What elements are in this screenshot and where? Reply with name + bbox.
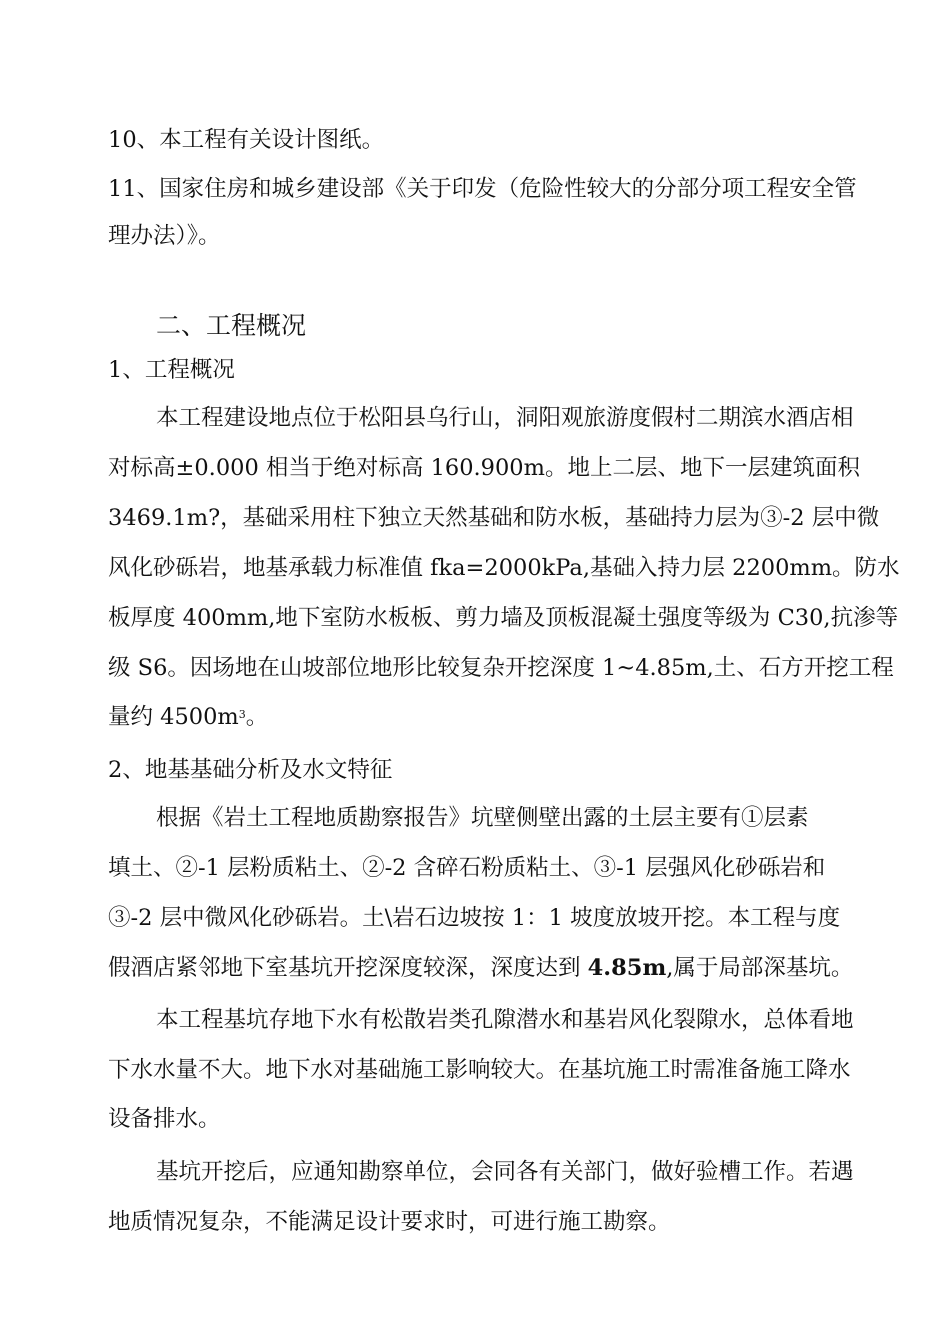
paragraph-line: 本工程基坑存地下水有松散岩类孔隙潜水和基岩风化裂隙水，总体看地	[156, 1007, 854, 1033]
paragraph-line: 填土、②-1 层粉质粘土、②-2 含碎石粉质粘土、③-1 层强风化砂砾岩和	[108, 855, 826, 881]
paragraph-line: 本工程建设地点位于松阳县乌行山，洞阳观旅游度假村二期滨水酒店相	[156, 405, 854, 431]
paragraph-line: 风化砂砾岩，地基承载力标准值 fka=2000kPa,基础入持力层 2200mm。防水	[108, 555, 900, 581]
quantity-text: 量约 4500m	[108, 704, 239, 730]
section-title: 二、工程概况	[156, 311, 307, 340]
depth-value: 4.85m	[587, 955, 667, 981]
paragraph-line: 对标高±0.000 相当于绝对标高 160.900m。地上二层、地下一层建筑面积	[108, 455, 860, 481]
paragraph-line: 根据《岩土工程地质勘察报告》坑壁侧壁出露的土层主要有①层素	[156, 805, 809, 831]
paragraph-line: 3469.1m?，基础采用柱下独立天然基础和防水板，基础持力层为③-2 层中微	[108, 505, 880, 531]
paragraph-line: 设备排水。	[108, 1106, 221, 1132]
paragraph-line: 板厚度 400mm,地下室防水板板、剪力墙及顶板混凝土强度等级为 C30,抗渗等	[108, 605, 899, 631]
reference-item-11: 11、国家住房和城乡建设部《关于印发（危险性较大的分部分项工程安全管	[108, 176, 857, 202]
superscript: 3	[238, 708, 246, 721]
paragraph-line: 地质情况复杂，不能满足设计要求时，可进行施工勘察。	[108, 1209, 671, 1235]
paragraph-line: 基坑开挖后，应通知勘察单位，会同各有关部门，做好验槽工作。若遇	[156, 1159, 854, 1185]
paragraph-line: 级 S6。因场地在山坡部位地形比较复杂开挖深度 1~4.85m,土、石方开挖工程	[108, 655, 894, 681]
paragraph-line: ③-2 层中微风化砂砾岩。土\岩石边坡按 1：1 坡度放坡开挖。本工程与度	[108, 905, 841, 931]
reference-item-10: 10、本工程有关设计图纸。	[108, 127, 385, 153]
reference-item-11-cont: 理办法）》。	[108, 223, 221, 249]
text-run: 假酒店紧邻地下室基坑开挖深度较深，深度达到	[108, 955, 588, 981]
paragraph-line: 下水水量不大。地下水对基础施工影响较大。在基坑施工时需准备施工降水	[108, 1057, 851, 1083]
paragraph-line-last	[108, 701, 268, 733]
text-run: ,属于局部深基坑。	[666, 955, 854, 981]
subsection-heading-2: 2、地基基础分析及水文特征	[108, 757, 393, 783]
period: 。	[245, 704, 269, 730]
subsection-heading-1: 1、工程概况	[108, 357, 235, 383]
paragraph-line	[108, 952, 853, 984]
